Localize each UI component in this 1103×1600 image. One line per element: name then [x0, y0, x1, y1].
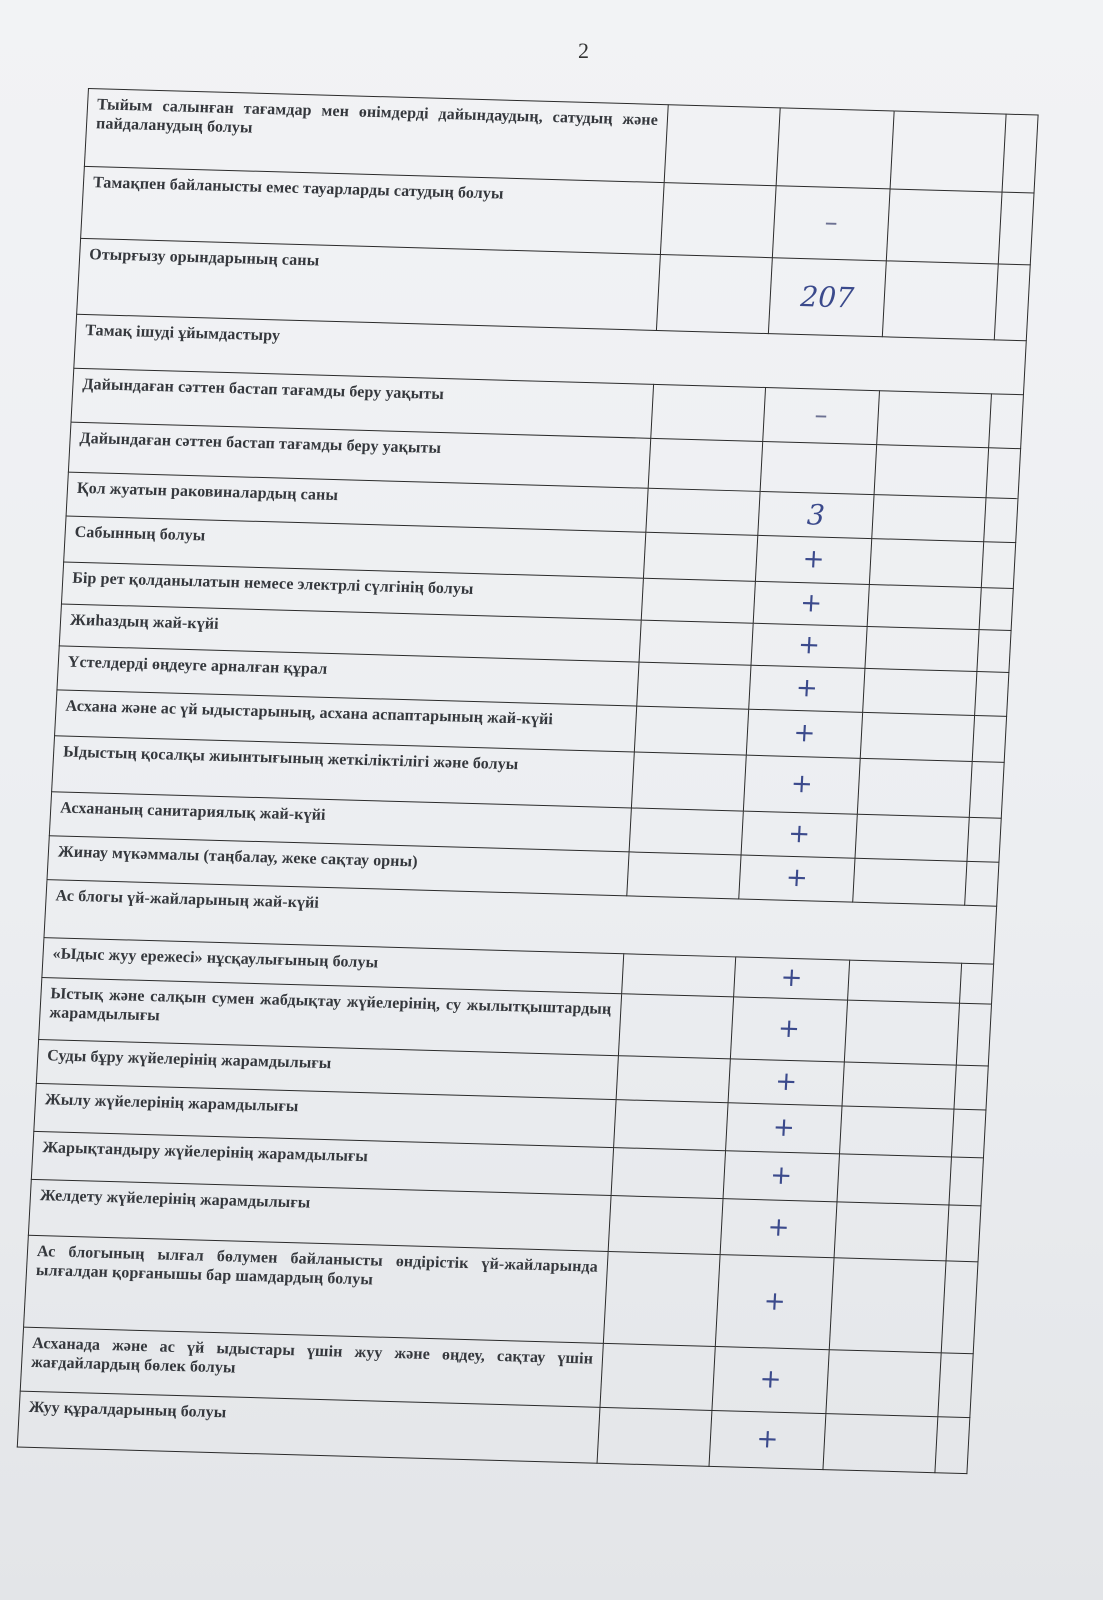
criterion-cell: Жылу жүйелерінің жарамдылығы — [34, 1083, 616, 1147]
empty-cell — [631, 752, 746, 811]
empty-cell — [834, 1202, 949, 1261]
mark-cell: + — [751, 623, 867, 668]
criterion-cell: Асхана және ас үй ыдыстарының, асхана аспаптарының жай-күйі — [55, 690, 637, 752]
criterion-cell: Суды бұру жүйелерінің жарамдылығы — [36, 1039, 618, 1099]
empty-cell — [860, 712, 974, 761]
criterion-cell: Жинау мүкәммалы (таңбалау, жеке сақтау орны) — [47, 836, 629, 896]
criterion-cell: Асхананың санитариялық жай-күйі — [49, 792, 631, 852]
empty-cell — [949, 1157, 984, 1206]
empty-cell — [938, 1353, 973, 1418]
empty-cell — [840, 1106, 954, 1157]
empty-cell — [622, 954, 736, 997]
criterion-cell: Тыйым салынған тағамдар мен өнімдерді дайындаудың, сатудың және пайдаланудың болуы — [84, 89, 668, 183]
empty-cell — [616, 1056, 730, 1103]
criterion-cell: Ыстық және салқын сумен жабдықтау жүйелерінің, су жылытқыштардың жарамдылығы — [39, 978, 622, 1056]
criterion-cell: Жиһаздың жай-күйі — [59, 604, 641, 662]
empty-cell — [844, 1000, 959, 1065]
empty-cell — [986, 448, 1021, 499]
criterion-cell: Ыдыстың қосалқы жиынтығының жеткіліктілігі және болуы — [52, 736, 635, 808]
empty-cell — [829, 1258, 946, 1353]
mark-cell: + — [739, 855, 855, 902]
empty-cell — [660, 183, 776, 258]
empty-cell — [629, 808, 743, 855]
empty-cell — [979, 588, 1013, 631]
empty-cell — [826, 1350, 941, 1417]
empty-cell — [648, 438, 763, 491]
mark-cell: + — [746, 709, 862, 758]
empty-cell — [863, 668, 977, 715]
empty-cell — [998, 192, 1034, 265]
criterion-cell: Жуу құралдарының болуы — [17, 1391, 600, 1463]
empty-cell — [608, 1196, 723, 1255]
criterion-cell: Дайындаған сәттен бастап тағамды беру уақыты — [71, 368, 654, 438]
empty-cell — [975, 672, 1009, 717]
empty-cell — [618, 994, 733, 1059]
criterion-cell: Сабынның болуы — [64, 516, 646, 578]
empty-cell — [951, 1109, 986, 1158]
empty-cell — [634, 706, 748, 755]
mark-cell: + — [743, 755, 860, 814]
empty-cell — [641, 578, 755, 623]
empty-cell — [989, 394, 1024, 449]
mark-cell: + — [723, 1151, 839, 1202]
page-number: 2 — [578, 38, 589, 63]
checklist-table — [17, 88, 1039, 1474]
empty-cell — [874, 445, 989, 498]
empty-cell — [651, 384, 766, 441]
empty-cell — [643, 532, 757, 581]
empty-cell — [994, 264, 1030, 341]
mark-cell: + — [728, 1059, 844, 1106]
mark-cell: 207 — [768, 258, 886, 337]
empty-cell — [965, 861, 999, 906]
empty-cell — [842, 1062, 956, 1109]
empty-cell — [969, 761, 1004, 818]
mark-cell: + — [709, 1410, 826, 1469]
section-heading: Тамақ ішуді ұйымдастыру — [74, 314, 1026, 394]
empty-cell — [867, 585, 981, 630]
empty-cell — [603, 1251, 720, 1346]
empty-cell — [848, 960, 962, 1003]
mark-cell: – — [772, 186, 890, 261]
empty-cell — [597, 1407, 712, 1466]
mark-cell: + — [755, 535, 871, 584]
empty-cell — [627, 852, 741, 899]
mark-cell: 3 — [758, 491, 874, 538]
empty-cell — [865, 626, 979, 671]
criterion-cell: Отырғызу орындарының саны — [77, 238, 661, 330]
mark-cell: + — [712, 1347, 829, 1414]
empty-cell — [941, 1261, 978, 1354]
criterion-cell: «Ыдыс жуу ережесі» нұсқаулығының болуы — [42, 938, 624, 994]
empty-cell — [972, 716, 1006, 763]
empty-cell — [872, 495, 986, 542]
mark-cell: – — [763, 388, 880, 445]
mark-cell: + — [726, 1103, 842, 1154]
empty-cell — [886, 189, 1002, 264]
empty-cell — [981, 542, 1015, 589]
mark-cell: + — [749, 665, 865, 712]
empty-cell — [857, 758, 972, 817]
empty-cell — [853, 858, 967, 905]
empty-cell — [882, 261, 998, 340]
checklist-sheet — [17, 88, 1038, 1474]
criterion-cell: Желдету жүйелерінің жарамдылығы — [28, 1179, 611, 1251]
empty-cell — [954, 1065, 988, 1110]
empty-cell — [837, 1154, 951, 1205]
empty-cell — [956, 1003, 991, 1066]
criterion-cell: Қол жуатын раковиналардың саны — [66, 472, 648, 532]
mark-cell: + — [753, 581, 869, 626]
empty-cell — [935, 1417, 970, 1474]
empty-cell — [960, 963, 994, 1004]
mark-cell: + — [715, 1255, 834, 1350]
mark-cell: + — [730, 997, 847, 1062]
empty-cell — [855, 814, 969, 861]
empty-cell — [984, 498, 1018, 543]
criterion-cell: Тамақпен байланысты емес тауарларды сатудың болуы — [81, 166, 665, 254]
empty-cell — [646, 488, 760, 535]
empty-cell — [664, 105, 780, 186]
empty-cell — [656, 255, 772, 334]
empty-cell — [639, 620, 753, 665]
mark-cell — [760, 441, 877, 494]
criterion-cell: Үстелдерді өңдеуге арналған құрал — [57, 646, 639, 706]
empty-cell — [614, 1100, 728, 1151]
empty-cell — [877, 391, 992, 448]
criterion-cell: Ас блогының ылғал бөлумен байланысты өндірістік үй-жайларында ылғалдан қорғанышы бар шамдардың болуы — [24, 1235, 609, 1343]
empty-cell — [869, 539, 983, 588]
mark-cell — [776, 108, 894, 189]
mark-cell: + — [741, 811, 857, 858]
criterion-cell: Дайындаған сәттен бастап тағамды беру уақыты — [68, 422, 650, 488]
empty-cell — [890, 111, 1006, 192]
empty-cell — [600, 1343, 715, 1410]
empty-cell — [823, 1414, 938, 1473]
empty-cell — [611, 1148, 725, 1199]
mark-cell: + — [720, 1199, 837, 1258]
section-heading: Ас блогы үй-жайларының жай-күйі — [44, 880, 997, 964]
mark-cell: + — [734, 957, 850, 1000]
criterion-cell: Бір рет қолданылатын немесе электрлі сүлгінің болуы — [61, 562, 643, 620]
criterion-cell: Асханада және ас үй ыдыстары үшін жуу және өңдеу, сақтау үшін жағдайлардың бөлек болуы — [20, 1327, 603, 1407]
empty-cell — [977, 630, 1011, 673]
criterion-cell: Жарықтандыру жүйелерінің жарамдылығы — [31, 1131, 613, 1195]
empty-cell — [1002, 114, 1038, 193]
empty-cell — [637, 662, 751, 709]
empty-cell — [946, 1205, 981, 1262]
empty-cell — [967, 817, 1001, 862]
